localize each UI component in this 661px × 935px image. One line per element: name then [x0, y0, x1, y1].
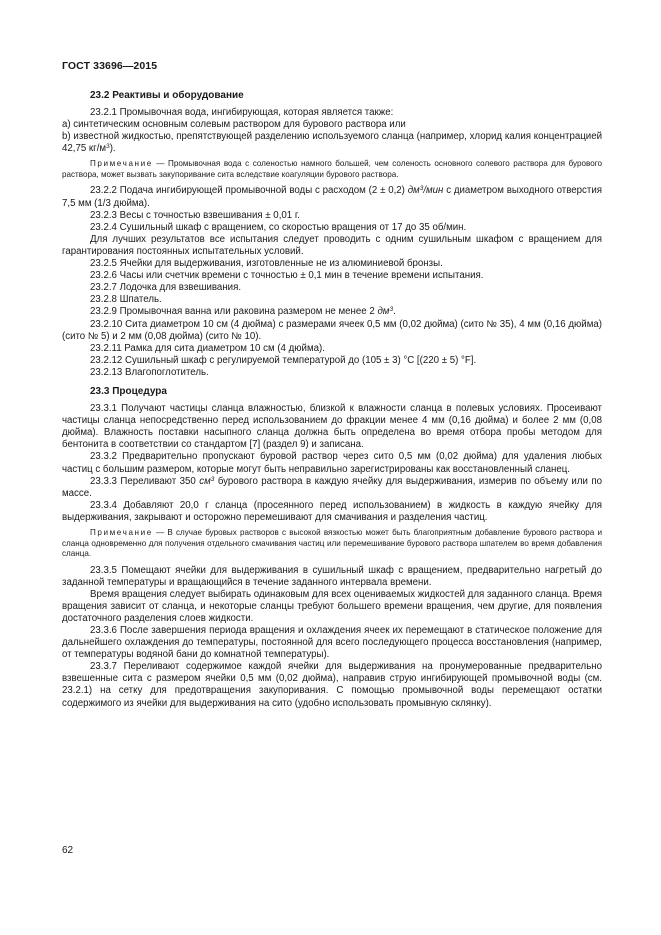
document-header: ГОСТ 33696—2015 — [62, 60, 158, 72]
paragraph: 23.2.3 Весы с точностью взвешивания ± 0,01 г. — [90, 209, 300, 221]
document-body — [62, 90, 602, 710]
paragraph: 23.3.7 Переливают содержимое каждой ячейки для выдерживания на пронумерованные предварительно взвешенные сита с размером ячейки 0,5 мм (0,02 дюйма), направив струю ингибирующей промывочной воды (см. 23.2.1) на сетку для предотвращения закупоривания. С помощью промывочной воды перемещают остатки содержимого из ячейки для выдерживания на сито (удобно использовать промывную склянку). — [62, 661, 602, 709]
paragraph: 23.3.3 Переливают 350 $см^3$ бурового раствора в каждую ячейку для выдерживания, измерив по объему или по массе. — [62, 475, 602, 499]
note: Примечание — В случае буровых растворов с высокой вязкостью может быть благоприятным добавление бурового раствора и сланца одновременно для получения отдельного смачивания частиц или перемешивание бурового раствора шпателем во время добавления сланца. — [62, 528, 602, 558]
paragraph: 23.2.7 Лодочка для взвешивания. — [90, 282, 242, 294]
paragraph: 23.2.8 Шпатель. — [90, 294, 162, 306]
section-23-2-title: 23.2 Реактивы и оборудование — [90, 90, 244, 101]
paragraph: Время вращения следует выбирать одинаковым для всех оцениваемых жидкостей для заданного сланца. Время вращения зависит от сланца, и некоторые сланцы требуют большего времени вращения, чем другие, для появления достаточного разделения слоев жидкости. — [62, 588, 602, 624]
paragraph: 23.2.5 Ячейки для выдерживания, изготовленные не из алюминиевой бронзы. — [90, 258, 443, 270]
paragraph: 23.3.5 Помещают ячейки для выдерживания в сушильный шкаф с вращением, предварительно нагретый до заданной температуры и вращающийся в течение заданного интервала времени. — [62, 564, 602, 588]
paragraph: 23.2.6 Часы или счетчик времени с точностью ± 0,1 мин в течение времени испытания. — [90, 270, 484, 282]
paragraph: Для лучших результатов все испытания следует проводить с одним сушильным шкафом с вращением для гарантирования постоянных испытательных условий. — [62, 233, 602, 257]
note: Примечание — Промывочная вода с соленостью намного большей, чем соленость основного солевого раствора для бурового раствора, может вызвать закупоривание сита вследствие коагуляции бурового раствора. — [62, 159, 602, 179]
paragraph: a) синтетическим основным солевым раствором для бурового раствора или — [62, 119, 406, 131]
paragraph: 23.2.2 Подача ингибирующей промывочной воды с расходом (2 ± 0,2) $дм^3$/мин с диаметром выходного отверстия 7,5 мм (1/3 дюйма). — [62, 185, 602, 209]
page-number: 62 — [62, 845, 74, 856]
note-label: Примечание — [90, 159, 153, 169]
paragraph: 23.2.9 Промывочная ванна или раковина размером не менее 2 $дм^3$. — [90, 306, 396, 318]
paragraph: b) известной жидкостью, препятствующей разделению используемого сланца (например, хлорид калия концентрацией 42,75 $кг/м^3$). — [62, 131, 602, 155]
paragraph: 23.3.2 Предварительно пропускают буровой раствор через сито 0,5 мм (0,02 дюйма) для удаления любых частиц с большим размером, которые могут быть неправильно зарегистрированы как восстановленный сланец. — [62, 451, 602, 475]
paragraph: 23.3.4 Добавляют 20,0 г сланца (просеянного перед использованием) в жидкость в каждую ячейку для выдерживания, закрывают и осторожно перемешивают для смачивания и разделения частиц. — [62, 499, 602, 523]
section-23-3-title: 23.3 Процедура — [90, 385, 167, 397]
paragraph: 23.2.1 Промывочная вода, ингибирующая, которая является также: — [90, 107, 394, 119]
note-label: Примечание — [90, 528, 153, 537]
paragraph: 23.2.4 Сушильный шкаф с вращением, со скоростью вращения от 17 до 35 об/мин. — [90, 221, 467, 233]
paragraph: 23.2.13 Влагопоглотитель. — [90, 366, 209, 378]
paragraph: 23.3.6 После завершения периода вращения и охлаждения ячеек их перемещают в статическое положение для дальнейшего охлаждения до температуры, постоянной для всего последующего процесса восстановления (например, от температуры водяной бани до комнатной температуры). — [62, 624, 602, 661]
paragraph: 23.3.1 Получают частицы сланца влажностью, близкой к влажности сланца в полевых условиях. Просеивают частицы сланца непосредственно перед использованием до фракции менее 4 мм (0,16 дюйма) и более 2 мм (0,08 дюйма). Влажность поставки насыпного сланца должна быть определена во время отбора пробы методом для бентонита в соответствии со стандартом [7] (раздел 9) и записана. — [62, 403, 602, 451]
paragraph: 23.2.10 Сита диаметром 10 см (4 дюйма) с размерами ячеек 0,5 мм (0,02 дюйма) (сито № 35), 4 мм (0,16 дюйма) (сито № 5) и 2 мм (0,08 дюйма) (сито № 10). — [62, 318, 602, 342]
paragraph: 23.2.12 Сушильный шкаф с регулируемой температурой до (105 ± 3) °С [(220 ± 5) °F]. — [90, 354, 477, 366]
paragraph: 23.2.11 Рамка для сита диаметром 10 см (4 дюйма). — [90, 342, 325, 354]
